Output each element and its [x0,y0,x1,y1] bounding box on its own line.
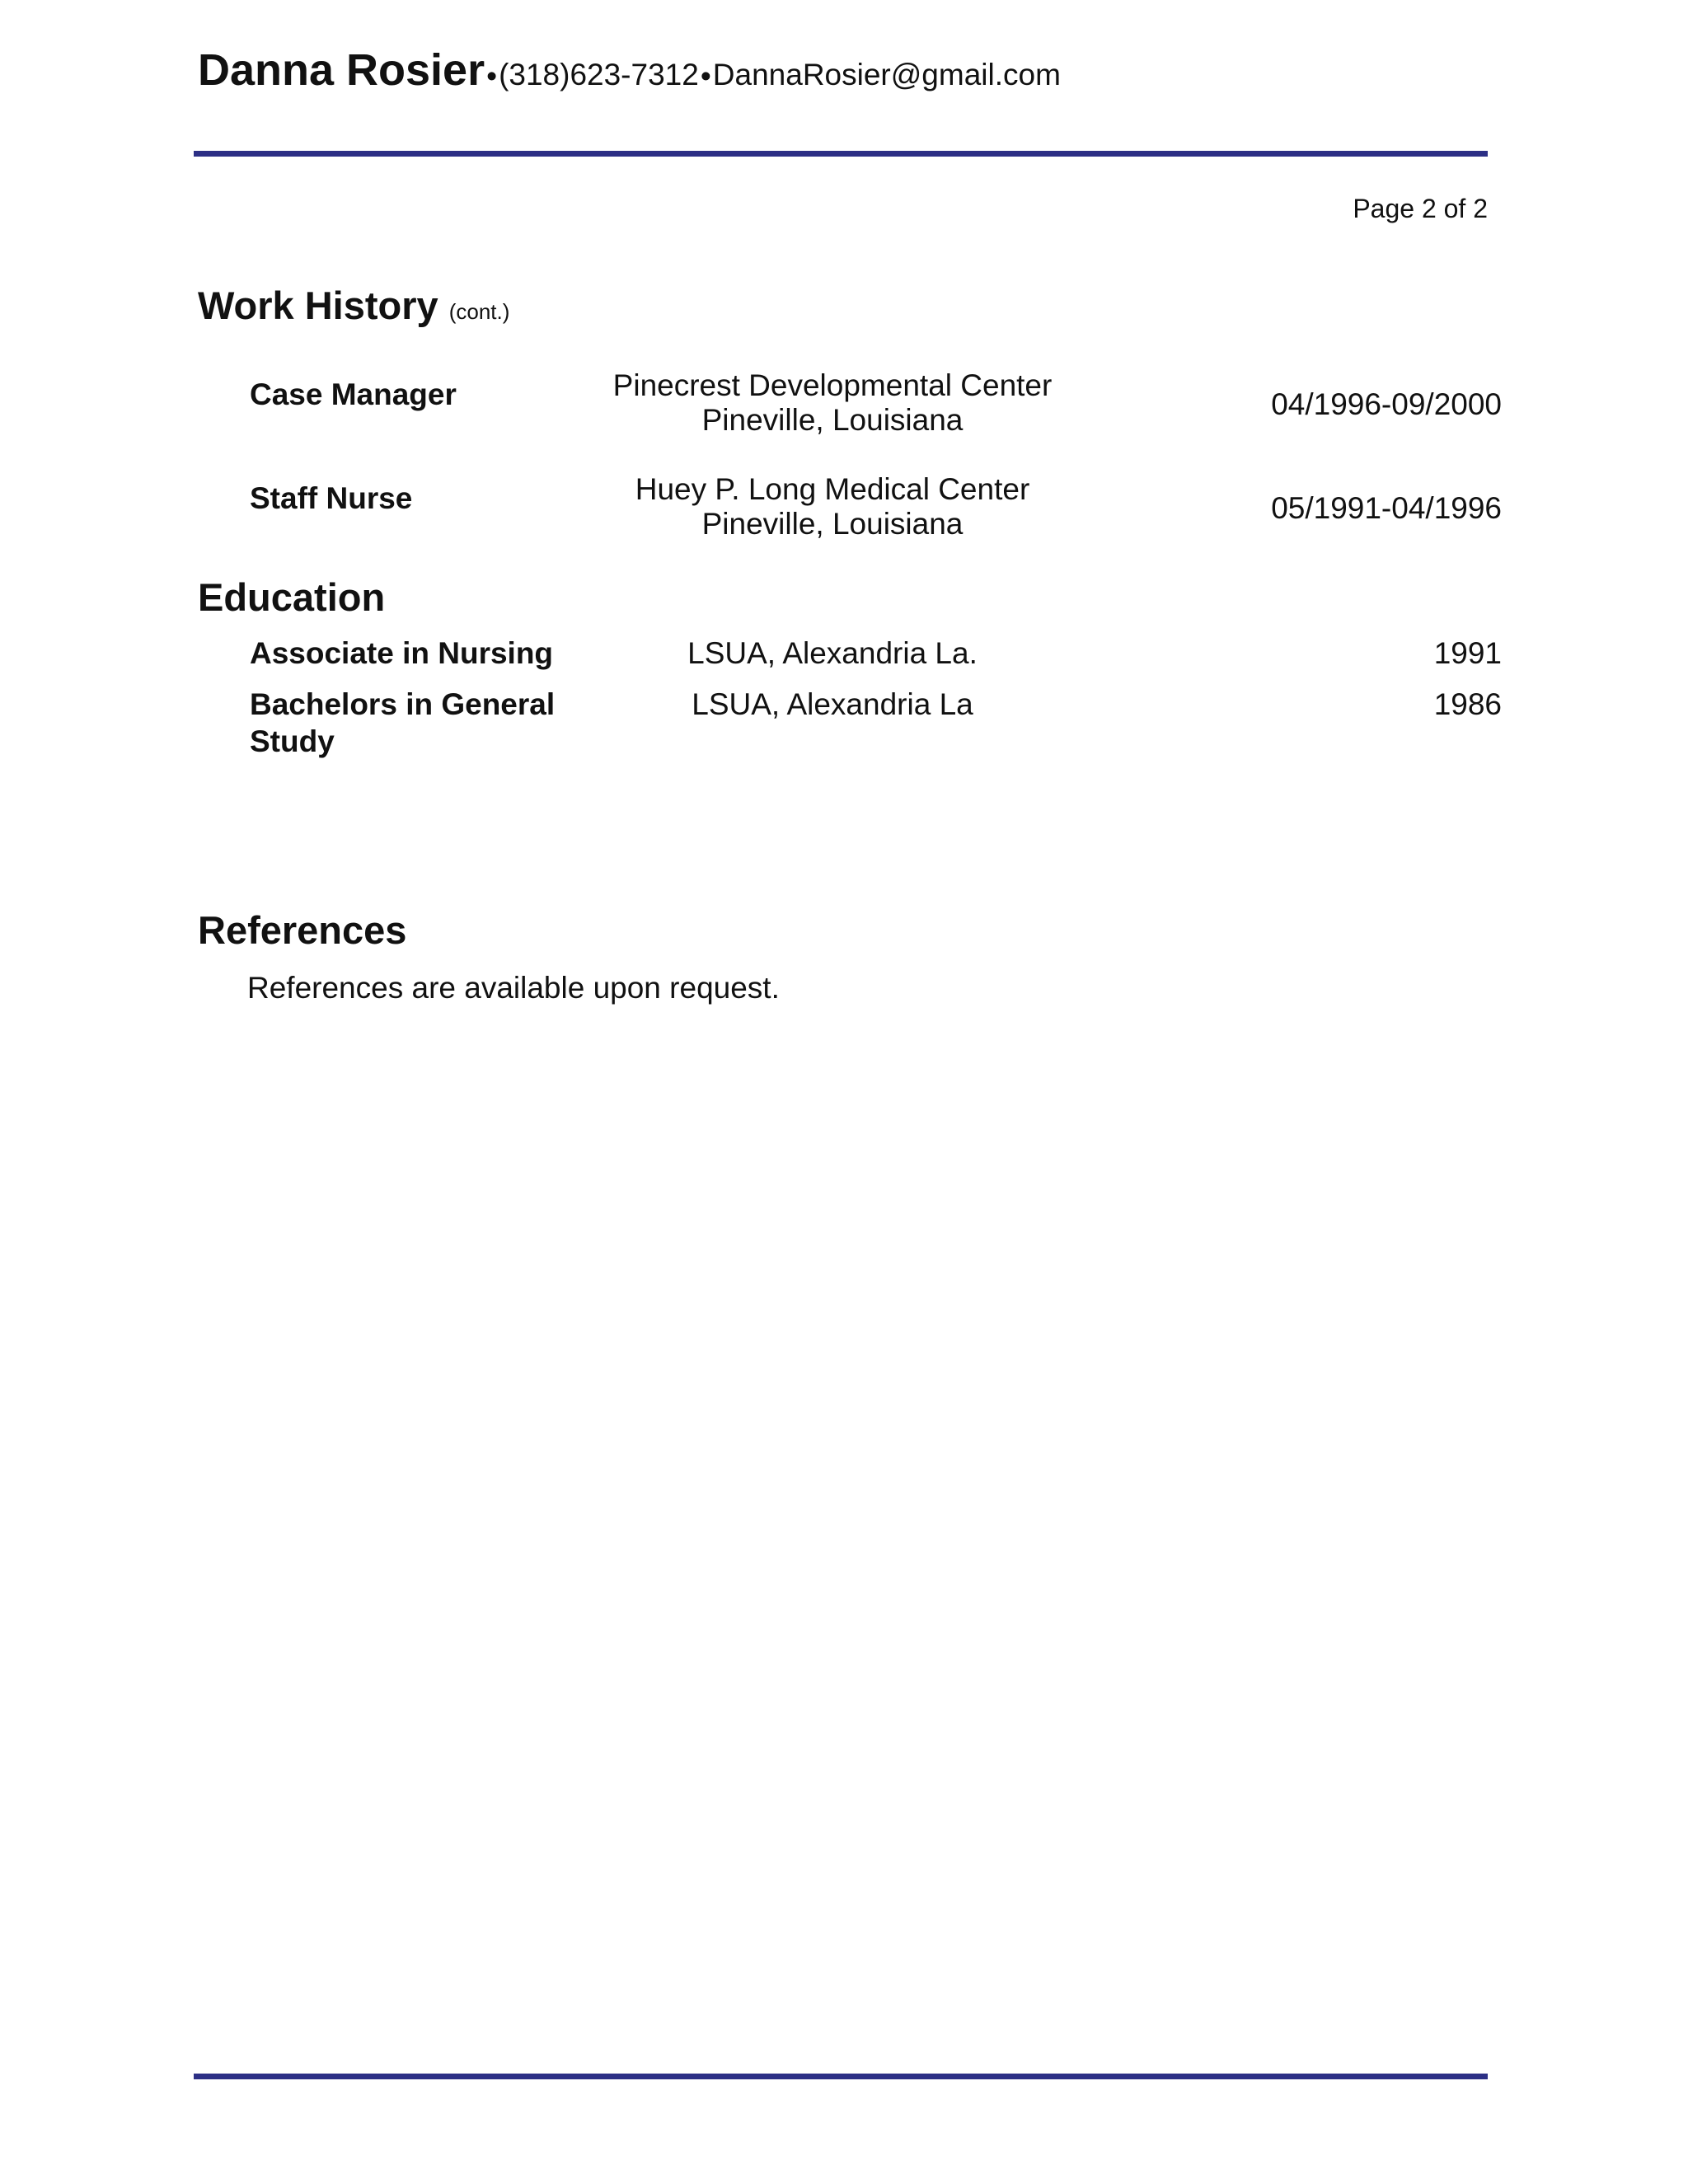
work-history-title: Work History [198,284,438,327]
job-title: Staff Nurse [250,481,413,515]
references-heading: References [198,908,407,952]
work-history-heading [198,283,509,328]
education-degree-line: Study [250,724,335,758]
education-year: 1991 [1433,636,1502,670]
education-heading: Education [198,575,386,619]
footer-divider [194,2074,1488,2079]
header-divider [194,151,1488,157]
job-employer: Huey P. Long Medical Center [635,472,1030,506]
education-school: LSUA, Alexandria La. [687,636,978,670]
bullet-separator: • [486,59,498,93]
job-employer: Pinecrest Developmental Center [612,368,1053,402]
education-degree: Associate in Nursing [250,636,554,670]
job-employer-block [577,368,1088,438]
candidate-name: Danna Rosier [198,45,485,95]
job-dates: 04/1996-09/2000 [1271,387,1502,421]
references-text: References are available upon request. [247,971,780,1005]
email-address: DannaRosier@gmail.com [712,58,1061,91]
education-degree-line: Bachelors in General [250,687,556,721]
bullet-separator: • [700,59,711,93]
job-employer-block [577,472,1088,541]
job-location: Pineville, Louisiana [701,403,964,437]
education-year: 1986 [1433,687,1502,721]
education-degree [250,686,604,760]
education-school: LSUA, Alexandria La [692,687,973,721]
job-title: Case Manager [250,377,457,411]
page-number: Page 2 of 2 [1353,194,1488,223]
phone-number: (318)623-7312 [499,58,699,91]
resume-header [198,45,1061,95]
work-history-cont-note: (cont.) [448,299,510,324]
job-dates: 05/1991-04/1996 [1271,491,1502,525]
job-location: Pineville, Louisiana [701,507,964,541]
